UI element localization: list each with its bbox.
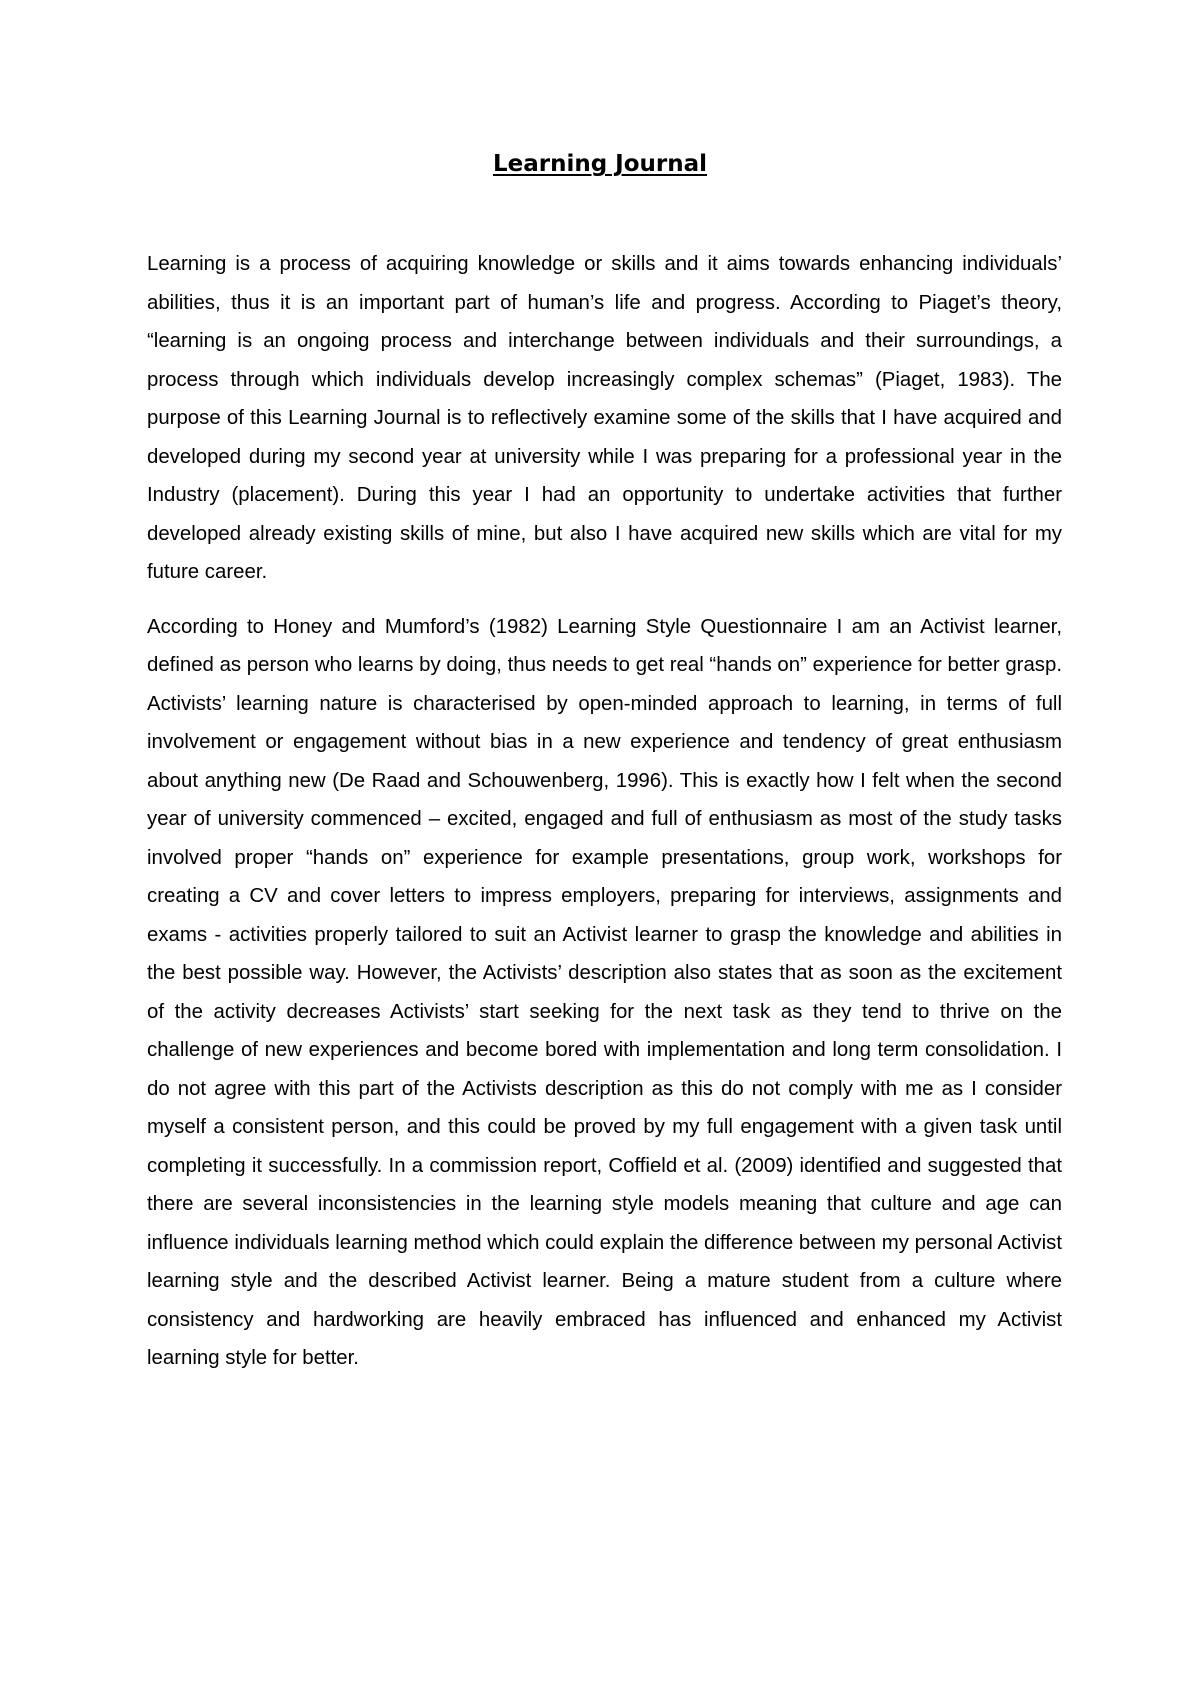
paragraph-1: Learning is a process of acquiring knowledge or skills and it aims towards enhancing individuals’ abilities, thus it is an important part of human’s life and progress. According to Piaget’s theory, “learning is an ongoing process and interchange between individuals and their surroundings, a process through which individuals develop increasingly complex schemas” (Piaget, 1983). The purpose of this Learning Journal is to reflectively examine some of the skills that I have acquired and developed during my second year at university while I was preparing for a professional year in the Industry (placement). During this year I had an opportunity to undertake activities that further developed already existing skills of mine, but also I have acquired new skills which are vital for my future career. (147, 253, 1062, 583)
document-title: Learning Journal (492, 151, 708, 177)
paragraph-2: According to Honey and Mumford’s (1982) Learning Style Questionnaire I am an Activist learner, defined as person who learns by doing, thus needs to get real “hands on” experience for better grasp. Activists’ learning nature is characterised by open-minded approach to learning, in terms of full involvement or engagement without bias in a new experience and tendency of great enthusiasm about anything new (De Raad and Schouwenberg, 1996). This is exactly how I felt when the second year of university commenced – excited, engaged and full of enthusiasm as most of the study tasks involved proper “hands on” experience for example presentations, group work, workshops for creating a CV and cover letters to impress employers, preparing for interviews, assignments and exams - activities properly tailored to suit an Activist learner to grasp the knowledge and abilities in the best possible way. However, the Activists’ description also states that as soon as the excitement of the activity decreases Activists’ start seeking for the next task as they tend to thrive on the challenge of new experiences and become bored with implementation and long term consolidation. I do not agree with this part of the Activists description as this do not comply with me as I consider myself a consistent person, and this could be proved by my full engagement with a given task until completing it successfully. In a commission report, Coffield et al. (2009) identified and suggested that there are several inconsistencies in the learning style models meaning that culture and age can influence individuals learning method which could explain the difference between my personal Activist learning style and the described Activist learner. Being a mature student from a culture where consistency and hardworking are heavily embraced has influenced and enhanced my Activist learning style for better. (147, 615, 1062, 1369)
document-title-wrapper (0, 148, 1200, 180)
document-body (147, 245, 1062, 1394)
